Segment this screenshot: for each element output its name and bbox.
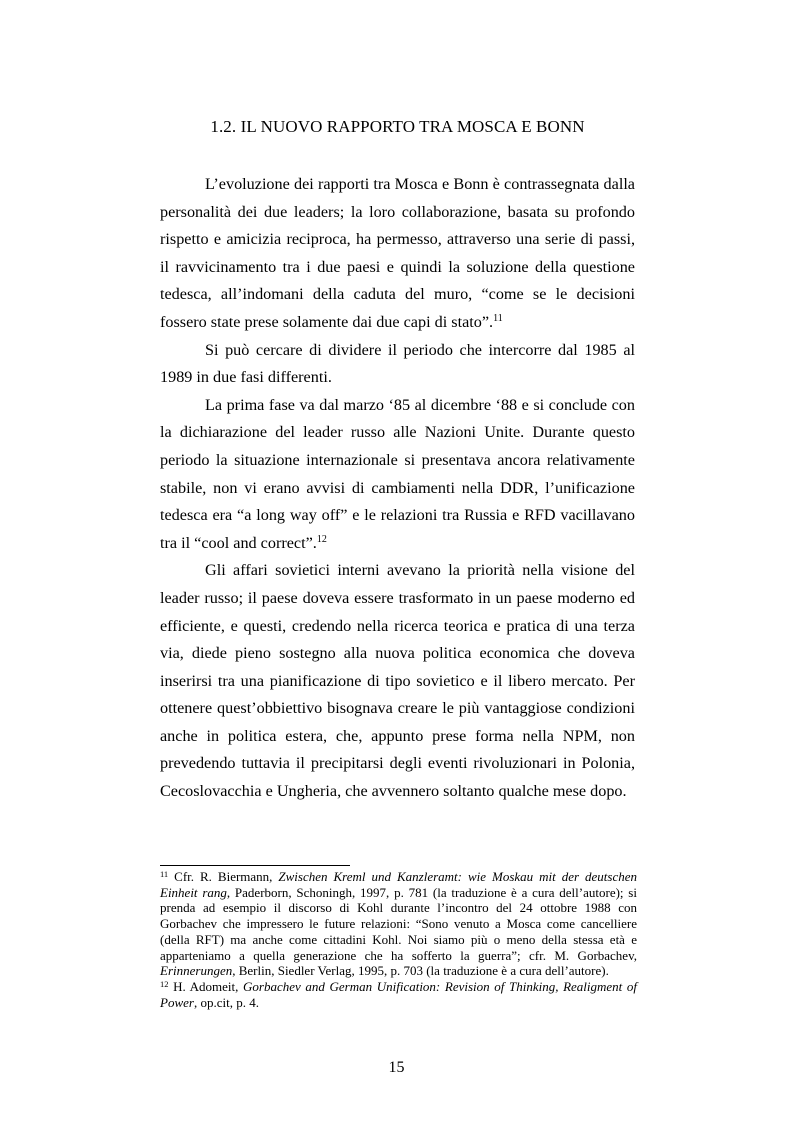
- section-heading: 1.2. IL NUOVO RAPPORTO TRA MOSCA E BONN: [210, 117, 585, 136]
- footnote-title: Zwischen Kreml und Kanzleramt: wie Moskau mit der deutschen Einheit rang: [160, 869, 638, 900]
- footnote-text: , op.cit, p. 4.: [193, 994, 259, 1010]
- footnote-title: Gorbachev and German Unification: Revision of Thinking, Realigment of Power: [160, 978, 637, 1010]
- footnote-mark: 12: [160, 978, 169, 989]
- footnote-ref[interactable]: 12: [316, 533, 327, 545]
- paragraph: [160, 171, 635, 337]
- footnote-mark: 11: [160, 869, 169, 879]
- footnotes: [160, 869, 637, 1010]
- paragraph: [160, 337, 635, 392]
- footnote-text: Cfr. R. Biermann,: [168, 869, 279, 884]
- paragraph: [160, 392, 635, 558]
- paragraph-text: La prima fase va dal marzo ‘85 al dicembre ‘88 e si conclude con la dichiarazione del leader russo alle Nazioni Unite. Durante questo periodo la situazione internazionale si presentava ancora relativamente stabile, non vi erano avvisi di cambiamenti nella DDR, l’unificazione tedesca era “a long way off” e le relazioni tra Russia e RFD vacillavano tra il “cool and correct”.: [160, 395, 635, 552]
- paragraph-text: Si può cercare di dividere il periodo che intercorre dal 1985 al 1989 in due fasi differenti.: [160, 340, 635, 387]
- footnote-11: [160, 869, 637, 979]
- footnote-separator: [160, 865, 350, 866]
- body-text: [160, 171, 635, 806]
- footnote-title: Erinnerungen: [160, 963, 233, 979]
- footnote-text: , Paderborn, Schoningh, 1997, p. 781 (la traduzione è a cura dell’autore); si prenda ad esempio il discorso di Kohl durante l’incontro del 24 ottobre 1988 con Gorbachev che impressero le future relazioni: “Sono venuto a Mosca come cancelliere (della RFT) ma anche come cittadini Kohl. Noi siamo più o meno della stessa età e apparteniamo a quella generazione che ha sofferto la guerra”; cfr. M. Gorbachev,: [160, 884, 637, 963]
- paragraph-text: Gli affari sovietici interni avevano la priorità nella visione del leader russo; il paese doveva essere trasformato in un paese moderno ed efficiente, e questi, credendo nella ricerca teorica e pratica di una terza via, diede pieno sostegno alla nuova politica economica che doveva inserirsi tra una pianificazione di tipo sovietico e il libero mercato. Per ottenere quest’obbiettivo bisognava creare le più vantaggiose condizioni anche in politica estera, che, appunto prese forma nella NPM, non prevedendo tuttavia il precipitarsi degli eventi rivoluzionari in Polonia, Cecoslovacchia e Ungheria, che avvennero soltanto qualche mese dopo.: [160, 561, 635, 801]
- footnote-ref[interactable]: 11: [493, 312, 503, 324]
- paragraph: [160, 557, 635, 805]
- footnote-text: , Berlin, Siedler Verlag, 1995, p. 703 (la traduzione è a cura dell’autore).: [232, 963, 609, 979]
- page-number: 15: [388, 1059, 405, 1076]
- footnote-text: H. Adomeit,: [168, 978, 244, 994]
- paragraph-text: L’evoluzione dei rapporti tra Mosca e Bonn è contrassegnata dalla personalità dei due leaders; la loro collaborazione, basata su profondo rispetto e amicizia reciproca, ha permesso, attraverso una serie di passi, il ravvicinamento tra i due paesi e quindi la soluzione della questione tedesca, all’indomani della caduta del muro, “come se le decisioni fossero state prese solamente dai due capi di stato”.: [160, 175, 635, 331]
- footnote-12: [160, 979, 637, 1010]
